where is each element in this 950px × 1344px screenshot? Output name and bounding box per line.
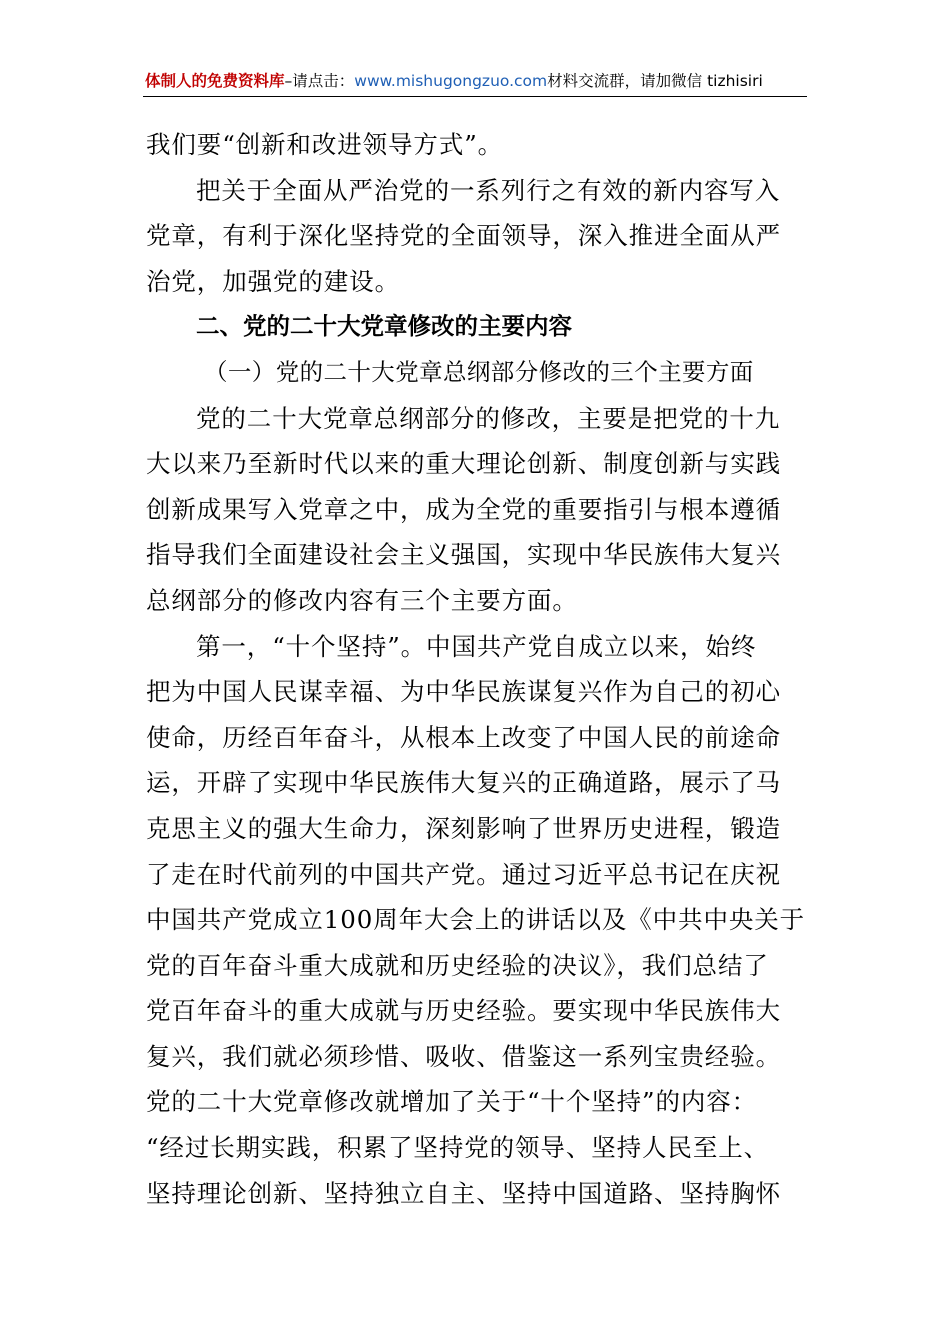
body-line: 党章，有利于深化坚持党的全面领导，深入推进全面从严: [146, 221, 781, 251]
paragraph-start: 党的二十大党章总纲部分的修改，主要是把党的十九: [196, 403, 781, 433]
body-line: 中国共产党成立100周年大会上的讲话以及《中共中央关于: [146, 905, 806, 935]
header-divider: [143, 96, 807, 97]
body-line: 创新成果写入党章之中，成为全党的重要指引与根本遵循: [146, 494, 781, 524]
body-line: 大以来乃至新时代以来的重大理论创新、制度创新与实践: [146, 449, 781, 479]
body-line: 指导我们全面建设社会主义强国，实现中华民族伟大复兴: [146, 540, 781, 570]
header-contact: 材料交流群，请加微信 tizhisiri: [547, 72, 763, 90]
body-line: 复兴，我们就必须珍惜、吸收、借鉴这一系列宝贵经验。: [146, 1041, 781, 1071]
body-line: 运，开辟了实现中华民族伟大复兴的正确道路，展示了马: [146, 768, 781, 798]
body-line: 党的二十大党章修改就增加了关于“十个坚持”的内容：: [146, 1087, 758, 1117]
body-line: 了走在时代前列的中国共产党。通过习近平总书记在庆祝: [146, 859, 781, 889]
body-line: 把为中国人民谋幸福、为中华民族谋复兴作为自己的初心: [146, 677, 781, 707]
body-line: 党百年奋斗的重大成就与历史经验。要实现中华民族伟大: [146, 996, 781, 1026]
body-line: 党的百年奋斗重大成就和历史经验的决议》，我们总结了: [146, 950, 769, 980]
section-heading: 二、党的二十大党章修改的主要内容: [196, 312, 572, 341]
document-body: [146, 122, 810, 1216]
body-line: 治党，加强党的建设。: [146, 266, 400, 296]
header-link[interactable]: www.mishugongzuo.com: [354, 72, 548, 90]
body-line: 坚持理论创新、坚持独立自主、坚持中国道路、坚持胸怀: [146, 1178, 781, 1208]
page-header: [145, 66, 807, 96]
subsection-heading: （一）党的二十大党章总纲部分修改的三个主要方面: [204, 357, 754, 386]
body-line: 克思主义的强大生命力，深刻影响了世界历史进程，锻造: [146, 813, 781, 843]
body-line: 我们要“创新和改进领导方式”。: [146, 130, 504, 159]
body-line: “经过长期实践，积累了坚持党的领导、坚持人民至上、: [146, 1133, 770, 1163]
header-brand: 体制人的免费资料库: [145, 72, 285, 90]
paragraph-start: 第一，“十个坚持”。中国共产党自成立以来，始终: [196, 631, 757, 661]
body-line: 使命，历经百年奋斗，从根本上改变了中国人民的前途命: [146, 722, 781, 752]
header-prompt: –请点击：: [284, 72, 355, 90]
paragraph-start: 把关于全面从严治党的一系列行之有效的新内容写入: [196, 175, 781, 205]
body-line: 总纲部分的修改内容有三个主要方面。: [146, 585, 578, 615]
